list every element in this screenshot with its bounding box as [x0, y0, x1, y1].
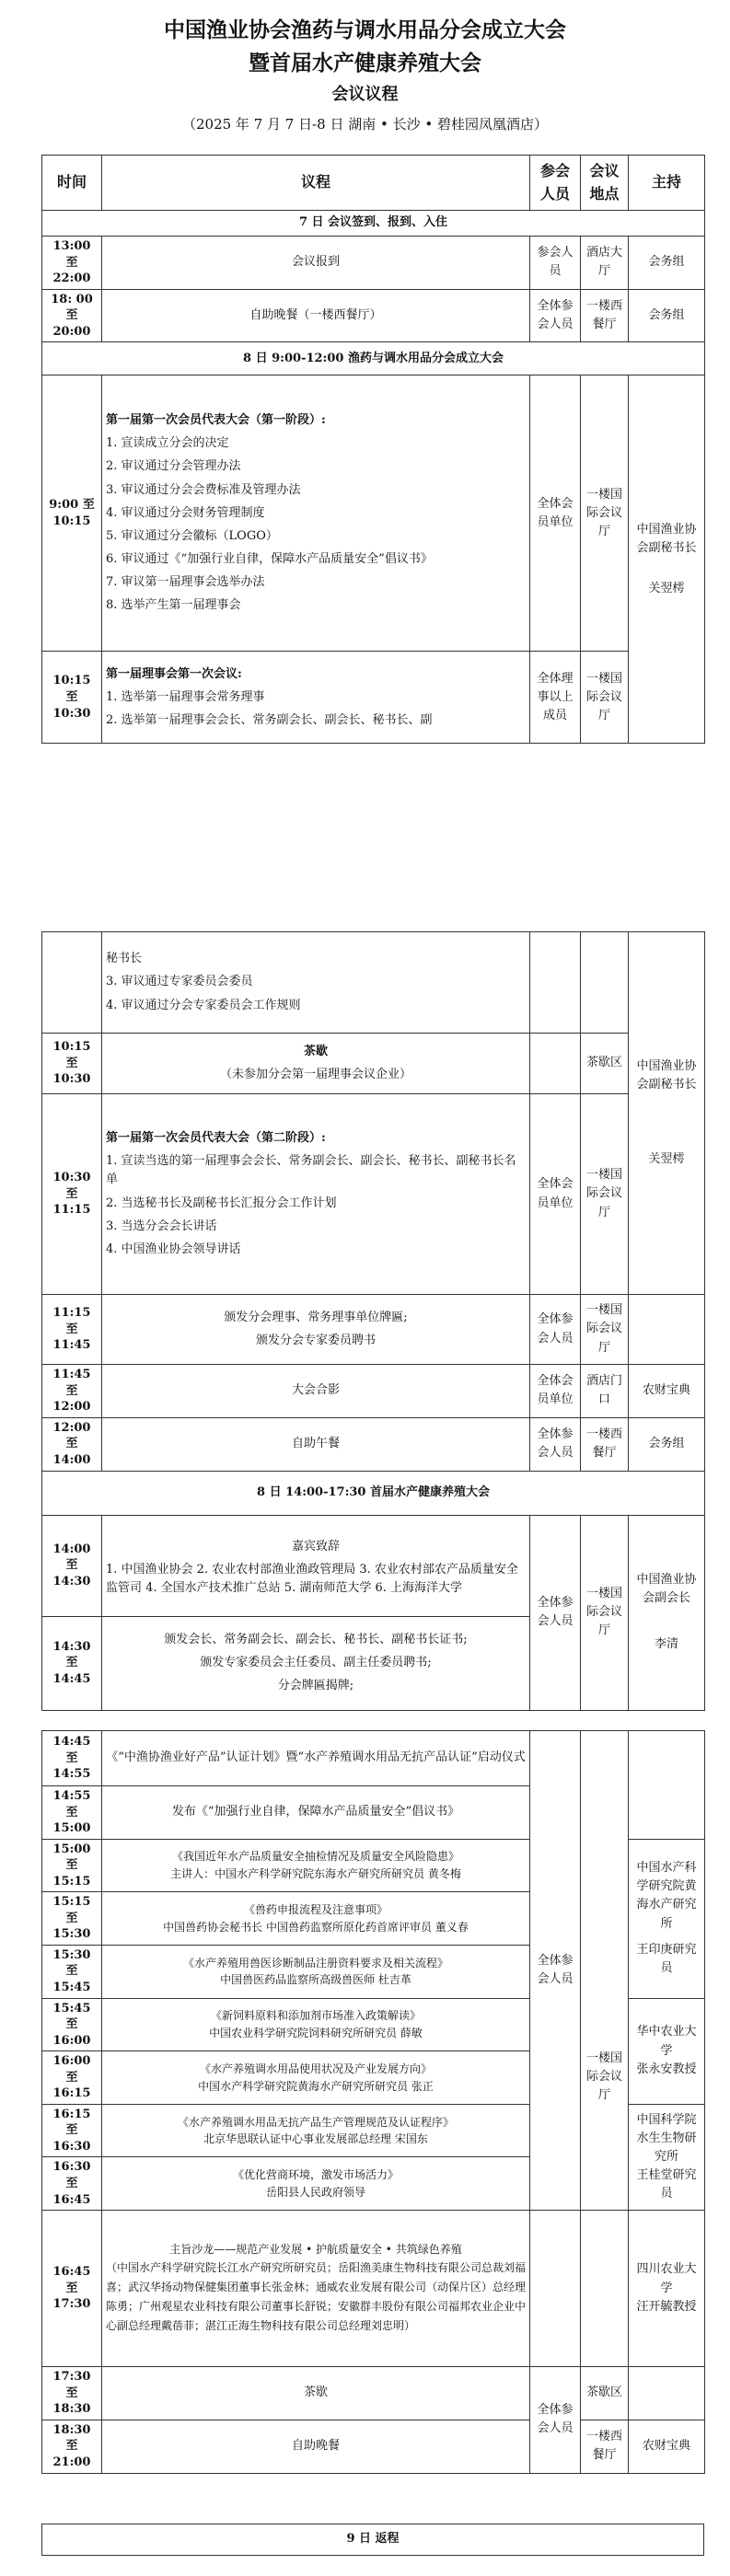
- table-row: [42, 375, 705, 652]
- venue-cell: 一楼国际会议厅: [581, 375, 629, 652]
- agenda-item: 茶歇: [303, 1045, 328, 1059]
- host-cell: [629, 932, 705, 1295]
- agenda-cell: [102, 1094, 530, 1295]
- host-cell: [629, 1515, 705, 1710]
- agenda-cell: [102, 1616, 530, 1710]
- agenda-item: 3. 当选分会会长讲话: [106, 1219, 217, 1233]
- agenda-cell: [102, 1945, 530, 1998]
- table-row: [42, 1731, 705, 1786]
- agenda-item: 4. 审议通过分会财务管理制度: [106, 505, 265, 520]
- time-cell: 15:45 至 16:00: [42, 1998, 102, 2051]
- agenda-item: 1. 中国渔业协会 2. 农业农村部渔业渔政管理局 3. 农业农村部农产品质量安全监管司 4. 全国水产技术推广总站 5. 湖南师范大学 6. 上海海洋大学: [106, 1563, 518, 1596]
- attendees-cell: [530, 1034, 581, 1094]
- return-trip-table: [41, 2524, 704, 2556]
- agenda-item: 1. 选举第一届理事会常务理事: [106, 689, 265, 704]
- venue-cell: [581, 2211, 629, 2367]
- title-line-1: 中国渔业协会渔药与调水用品分会成立大会: [164, 17, 566, 42]
- agenda-table-part-2: [41, 931, 705, 1711]
- table-header-row: [42, 156, 705, 211]
- agenda-cell: [102, 1515, 530, 1616]
- talk-title: 《优化营商环境，激发市场活力》: [232, 2168, 399, 2182]
- day-8-afternoon-section: 8 日 14:00-17:30 首届水产健康养殖大会: [42, 1471, 705, 1515]
- talk-title: 《水产养殖调水用品无抗产品生产管理规范及认证程序》: [177, 2115, 454, 2129]
- host-name: 李清: [654, 1637, 678, 1652]
- venue-cell: 酒店门口: [581, 1365, 629, 1418]
- time-cell: 15:30 至 15:45: [42, 1945, 102, 1998]
- col-header-venue: 会议地点: [581, 156, 629, 211]
- agenda-item: 2. 选举第一届理事会会长、常务副会长、副会长、秘书长、副: [106, 712, 433, 727]
- host-title: 中国渔业协会副秘书长: [636, 1059, 697, 1092]
- table-row: [42, 1417, 705, 1471]
- table-row: [42, 237, 705, 290]
- attendees-cell: 全体参会人员: [530, 1731, 581, 2211]
- attendees-cell: 全体参会人员: [530, 289, 581, 342]
- time-cell: 12:00 至 14:00: [42, 1417, 102, 1471]
- host-cell: 农财宝典: [629, 2420, 705, 2473]
- table-row: [42, 2420, 705, 2473]
- agenda-cell: [102, 2157, 530, 2211]
- agenda-cell: 《“中渔协渔业好产品”认证计划》暨“水产养殖调水用品无抗产品认证”启动仪式: [102, 1731, 530, 1786]
- host-title: 中国水产科学研究院黄海水产研究所: [636, 1861, 697, 1931]
- agenda-heading: 会议议程: [331, 85, 399, 104]
- attendees-cell: 全体会员单位: [530, 1094, 581, 1295]
- col-header-attendees: 参会人员: [530, 156, 581, 211]
- session-heading: 第一届第一次会员代表大会（第二阶段）:: [106, 1131, 326, 1146]
- attendees-cell: 全体参会人员: [530, 2367, 581, 2474]
- agenda-item: 7. 审议第一届理事会选举办法: [106, 575, 265, 590]
- talk-title: 《水产养殖调水用品使用状况及产业发展方向》: [199, 2062, 432, 2075]
- time-cell: 14:55 至 15:00: [42, 1786, 102, 1840]
- attendees-cell: 全体参会人员: [530, 1295, 581, 1365]
- host-title: 中国科学院水生生物研究所: [636, 2112, 697, 2164]
- table-row: [42, 932, 705, 1034]
- host-title: 四川农业大学: [636, 2262, 697, 2295]
- time-cell: 15:15 至 15:30: [42, 1892, 102, 1946]
- table-row: [42, 2367, 705, 2420]
- talk-speaker: 中国农业科学研究院饲料研究所研究员 薛敏: [209, 2026, 423, 2039]
- agenda-cell: [102, 932, 530, 1034]
- table-row: [42, 2211, 705, 2367]
- talk-speaker: 岳阳县人民政府领导: [265, 2185, 365, 2199]
- host-title: 中国渔业协会副会长: [636, 1572, 697, 1606]
- table-row: [42, 1365, 705, 1418]
- agenda-item: 6. 审议通过《“加强行业自律，保障水产品质量安全”倡议书》: [106, 551, 433, 566]
- agenda-cell: [102, 652, 530, 744]
- talk-title: 《新饲料原料和添加剂市场准入政策解读》: [210, 2009, 421, 2023]
- time-cell: 16:45 至 17:30: [42, 2211, 102, 2367]
- agenda-item: 秘书长: [106, 952, 143, 966]
- host-name: 王印庚研究员: [636, 1942, 697, 1975]
- agenda-cell: [102, 1839, 530, 1892]
- venue-cell: 一楼国际会议厅: [581, 1295, 629, 1365]
- attendees-cell: 全体理事以上成员: [530, 652, 581, 744]
- host-name: 关翌樗: [648, 1151, 685, 1166]
- host-cell: 会务组: [629, 237, 705, 290]
- agenda-item: 颁发会长、常务副会长、副会长、秘书长、副秘书长证书;: [164, 1632, 468, 1646]
- host-cell: [629, 2211, 705, 2367]
- venue-cell: 一楼西餐厅: [581, 1417, 629, 1471]
- table-row: [42, 289, 705, 342]
- host-cell: 农财宝典: [629, 1365, 705, 1418]
- agenda-cell: 大会合影: [102, 1365, 530, 1418]
- host-cell: [629, 1731, 705, 1840]
- time-cell: 18: 00 至 20:00: [42, 289, 102, 342]
- agenda-cell: 自助晚餐（一楼西餐厅）: [102, 289, 530, 342]
- host-cell: [629, 1998, 705, 2104]
- agenda-item: 分会牌匾揭牌;: [277, 1679, 354, 1693]
- session-heading: 第一届第一次会员代表大会（第一阶段）:: [106, 413, 326, 428]
- time-cell: 14:00 至 14:30: [42, 1515, 102, 1616]
- attendees-cell: 全体会员单位: [530, 375, 581, 652]
- title-line-2: 暨首届水产健康养殖大会: [249, 51, 481, 75]
- agenda-cell: 会议报到: [102, 237, 530, 290]
- table-row: [42, 1295, 705, 1365]
- host-cell: [629, 1839, 705, 1998]
- session-heading: 嘉宾致辞: [291, 1539, 340, 1554]
- venue-cell: 一楼国际会议厅: [581, 1515, 629, 1710]
- host-cell: 会务组: [629, 289, 705, 342]
- venue-cell: 一楼国际会议厅: [581, 1094, 629, 1295]
- agenda-cell: [102, 2104, 530, 2157]
- agenda-item: 1. 宣读当选的第一届理事会会长、常务副会长、副会长、秘书长、副秘书长名单: [106, 1154, 516, 1187]
- attendees-cell: 全体会员单位: [530, 1365, 581, 1418]
- time-cell: 16:00 至 16:15: [42, 2051, 102, 2105]
- venue-cell: 一楼西餐厅: [581, 289, 629, 342]
- venue-cell: 茶歇区: [581, 1034, 629, 1094]
- table-row: [42, 1515, 705, 1616]
- agenda-cell: [102, 1892, 530, 1946]
- day-8-morning-section: 8 日 9:00-12:00 渔药与调水用品分会成立大会: [42, 342, 705, 375]
- agenda-cell: 茶歇: [102, 2367, 530, 2420]
- attendees-cell: [530, 932, 581, 1034]
- venue-cell: [581, 1731, 629, 1946]
- time-cell: 18:30 至 21:00: [42, 2420, 102, 2473]
- table-row: [42, 1034, 705, 1094]
- time-cell: 11:15 至 11:45: [42, 1295, 102, 1365]
- time-cell: 9:00 至 10:15: [42, 375, 102, 652]
- talk-speaker: 中国兽药协会秘书长 中国兽药监察所原化药首席评审员 董义春: [163, 1920, 469, 1934]
- venue-cell: 茶歇区: [581, 2367, 629, 2420]
- table-row: [42, 1945, 705, 1998]
- agenda-cell: [102, 375, 530, 652]
- venue-cell: [581, 932, 629, 1034]
- talk-speaker: 北京华思联认证中心事业发展部总经理 宋国东: [203, 2132, 428, 2146]
- table-row: [42, 1094, 705, 1295]
- agenda-cell: 发布《“加强行业自律，保障水产品质量安全”倡议书》: [102, 1786, 530, 1840]
- agenda-item: 2. 审议通过分会管理办法: [106, 459, 241, 474]
- agenda-cell: [102, 1034, 530, 1094]
- agenda-cell: [102, 2051, 530, 2105]
- agenda-item: 2. 当选秘书长及副秘书长汇报分会工作计划: [106, 1196, 337, 1210]
- talk-title: 《水产养殖用兽医诊断制品注册资料要求及相关流程》: [182, 1956, 448, 1970]
- table-row: [42, 652, 705, 744]
- attendees-cell: 全体参会人员: [530, 1515, 581, 1710]
- agenda-item: 3. 审议通过专家委员会委员: [106, 975, 253, 989]
- col-header-host: 主持: [629, 156, 705, 211]
- agenda-table-part-3: [41, 1730, 705, 2474]
- agenda-item: 4. 中国渔业协会领导讲话: [106, 1242, 241, 1256]
- agenda-cell: [102, 1998, 530, 2051]
- agenda-cell: [102, 2211, 530, 2367]
- agenda-item: 4. 审议通过分会专家委员会工作规则: [106, 998, 301, 1012]
- talk-speaker: 主讲人：中国水产科学研究院东海水产研究所研究员 黄冬梅: [170, 1866, 461, 1880]
- host-name: 汪开毓教授: [636, 2299, 697, 2314]
- time-cell: 15:00 至 15:15: [42, 1839, 102, 1892]
- attendees-cell: 全体参会人员: [530, 1417, 581, 1471]
- time-cell: 16:15 至 16:30: [42, 2104, 102, 2157]
- agenda-note: （未参加分会第一届理事会议企业）: [219, 1067, 411, 1081]
- host-title: 华中农业大学: [636, 2025, 697, 2058]
- agenda-item: 颁发分会理事、常务理事单位牌匾;: [224, 1310, 408, 1324]
- time-cell: 10:15 至 10:30: [42, 1034, 102, 1094]
- agenda-item: 3. 审议通过分会会费标准及管理办法: [106, 482, 301, 497]
- attendees-cell: 参会人员: [530, 237, 581, 290]
- attendees-cell: [530, 2211, 581, 2367]
- host-cell: [629, 2104, 705, 2210]
- host-cell: [629, 375, 705, 744]
- agenda-item: 颁发专家委员会主任委员、副主任委员聘书;: [200, 1656, 432, 1670]
- agenda-cell: 自助晚餐: [102, 2420, 530, 2473]
- host-name: 关翌樗: [648, 581, 685, 595]
- time-cell: 10:30 至 11:15: [42, 1094, 102, 1295]
- talk-speaker: 中国水产科学研究院黄海水产研究所研究员 张正: [198, 2079, 434, 2093]
- time-cell: 16:30 至 16:45: [42, 2157, 102, 2211]
- session-heading: 第一届理事会第一次会议:: [106, 666, 242, 681]
- time-cell: 13:00 至 22:00: [42, 237, 102, 290]
- day-7-section: 7 日 会议签到、报到、入住: [42, 211, 705, 237]
- venue-cell: 一楼国际会议厅: [581, 652, 629, 744]
- time-cell: 14:45 至 14:55: [42, 1731, 102, 1786]
- agenda-table-part-1: [41, 155, 705, 744]
- day-9-section: 9 日 返程: [42, 2524, 704, 2556]
- host-title: 中国渔业协会副秘书长: [636, 522, 697, 555]
- venue-cell: 一楼西餐厅: [581, 2420, 629, 2473]
- col-header-agenda: 议程: [102, 156, 530, 211]
- host-cell: 会务组: [629, 1417, 705, 1471]
- agenda-cell: 自助午餐: [102, 1417, 530, 1471]
- talk-speaker: 中国兽医药品监察所高级兽医师 杜吉革: [220, 1973, 411, 1987]
- time-cell: 11:45 至 12:00: [42, 1365, 102, 1418]
- agenda-item: 1. 宣读成立分会的决定: [106, 436, 229, 451]
- host-cell: [629, 2367, 705, 2420]
- talk-title: 《兽药申报流程及注意事项》: [243, 1903, 388, 1916]
- time-cell: 14:30 至 14:45: [42, 1616, 102, 1710]
- event-date-venue: （2025 年 7 月 7 日-8 日 湖南 • 长沙 • 碧桂园凤凰酒店）: [181, 116, 549, 133]
- agenda-item: 5. 审议通过分会徽标（LOGO）: [106, 528, 278, 543]
- venue-cell: 酒店大厅: [581, 237, 629, 290]
- time-cell: 10:15 至 10:30: [42, 652, 102, 744]
- col-header-time: 时间: [42, 156, 102, 211]
- agenda-item: 颁发分会专家委员聘书: [255, 1334, 376, 1347]
- host-name: 张永安教授: [636, 2062, 697, 2076]
- time-cell: [42, 932, 102, 1034]
- time-cell: 17:30 至 18:30: [42, 2367, 102, 2420]
- talk-title: 《我国近年水产品质量安全抽检情况及质量安全风险隐患》: [171, 1850, 459, 1864]
- host-name: 王桂堂研究员: [636, 2168, 697, 2201]
- panel-theme: 主旨沙龙——规范产业发展 • 护航质量安全 • 共筑绿色养殖: [169, 2243, 462, 2257]
- venue-cell: 一楼国际会议厅: [581, 1945, 629, 2210]
- agenda-item: 8. 选举产生第一届理事会: [106, 598, 241, 613]
- host-cell: [629, 1295, 705, 1365]
- agenda-cell: [102, 1295, 530, 1365]
- panel-guests: （中国水产科学研究院长江水产研究所研究员；岳阳渔美康生物科技有限公司总裁刘福喜；武汉华扬动物保健集团董事长张金林；通威农业发展有限公司（动保片区）总经理陈勇；广州观星农业科技有限公司董事长舒锐；安徽群丰股份有限公司福邦农业企业中心副总经理戴蓓菲；湛江正海生物科技有限公司总经理刘忠明）: [106, 2260, 527, 2332]
